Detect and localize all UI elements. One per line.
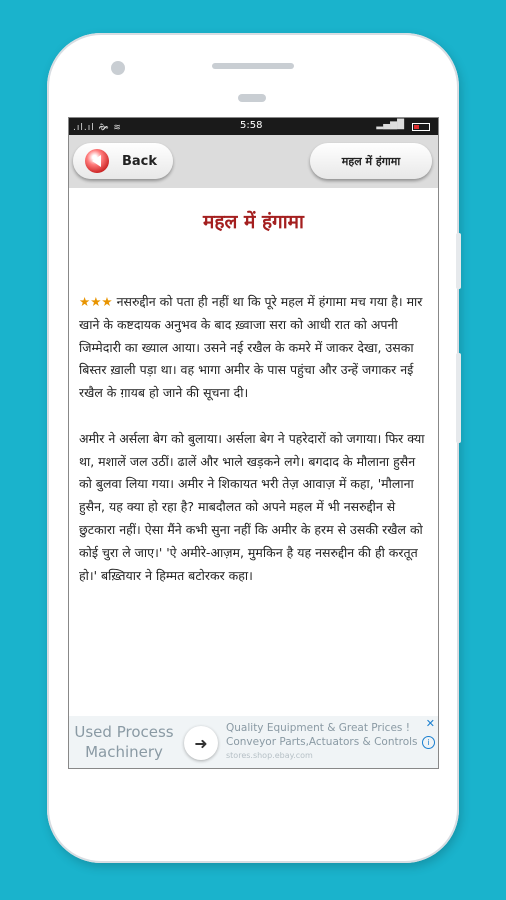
proximity-sensor	[238, 94, 266, 102]
article-body	[79, 291, 429, 587]
signal-wifi-icons: .ıl.ıl 🙞 ≋	[73, 123, 122, 133]
front-camera	[111, 61, 125, 75]
phone-screen	[68, 117, 439, 769]
back-button[interactable]	[73, 143, 173, 179]
ad-banner[interactable]	[69, 716, 438, 768]
back-button-label: Back	[122, 153, 158, 169]
ad-arrow-button[interactable]: ➜	[184, 726, 218, 760]
app-toolbar	[69, 135, 438, 188]
ad-close-icon[interactable]: ✕	[425, 717, 435, 730]
signal-icon: ▂▄▆█	[376, 120, 404, 130]
ad-headline[interactable]: Used Process Machinery	[74, 723, 174, 761]
back-arrow-icon	[85, 149, 109, 173]
ad-site: stores.shop.ebay.com	[226, 751, 313, 760]
ad-line-2: Conveyor Parts,Actuators & Controls	[226, 736, 418, 748]
phone-side-button	[456, 353, 461, 443]
ad-info-icon[interactable]: i	[422, 736, 435, 749]
status-bar	[69, 118, 438, 135]
article-paragraph: ★★★ नसरुद्दीन को पता ही नहीं था कि पूरे महल में हंगामा मच गया है। मार खाने के कष्टदायक अनुभव के बाद ख़्वाजा सरा को आधी रात को अपनी जिम्मेदारी का ख्याल आया। उसने नई रखैल के कमरे में जाकर देखा, उसका बिस्तर ख़ाली पड़ा था। वह भागा अमीर के पास पहुंचा और उन्हें जगाकर नई रखैल के ग़ायब हो जाने की सूचना दी।	[79, 294, 423, 401]
battery-icon	[412, 123, 430, 131]
article-heading: महल में हंगामा	[203, 211, 304, 233]
stars-decoration: ★★★	[79, 294, 113, 309]
ad-description[interactable]	[226, 721, 428, 763]
phone-side-button	[456, 233, 461, 289]
toolbar-title: महल में हंगामा	[310, 143, 432, 179]
earpiece-speaker	[212, 63, 294, 69]
article-paragraph: अमीर ने अर्सला बेग को बुलाया। अर्सला बेग ने पहरेदारों को जगाया। फिर क्या था, मशालें जल उठीं। ढालें और भाले खड़कने लगे। बगदाद के मौलाना हुसैन को बुलवा लिया गया। अमीर ने शिकायत भरी तेज़ आवाज़ में कहा, 'मौलाना हुसैन, यह क्या हो रहा है? माबदौलत को अपने महल में भी नसरुद्दीन से छुटकारा नहीं। ऐसा मैंने कभी सुना नहीं कि अमीर के हरम से उसकी रखैल को कोई चुरा ले जाए।' 'ऐ अमीरे-आज़म, मुमकिन है यह नसरुद्दीन की ही करतूत हो।' बख़्तियार ने हिम्मत बटोरकर कहा।	[79, 430, 425, 583]
status-time: 5:58	[240, 120, 263, 131]
article-content[interactable]	[69, 188, 438, 716]
ad-line-1: Quality Equipment & Great Prices !	[226, 722, 410, 734]
